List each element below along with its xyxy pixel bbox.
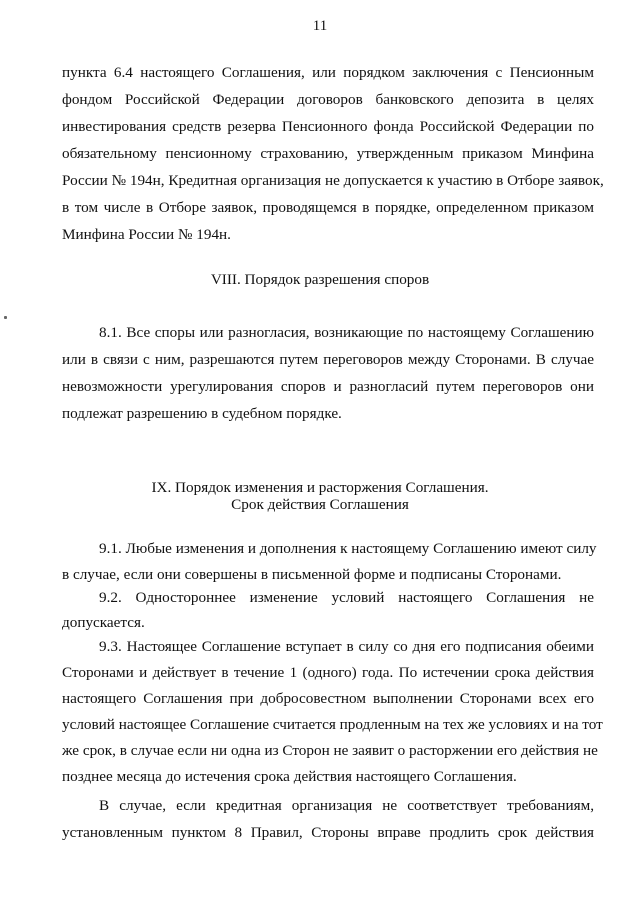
text-line: России № 194н, Кредитная организация не допускается к участию в Отборе заявок, bbox=[62, 172, 604, 189]
page-number: 11 bbox=[312, 18, 328, 34]
text-line: допускается. bbox=[62, 614, 145, 631]
text-line: в том числе в Отборе заявок, проводящемся в порядке, определенном приказом bbox=[62, 199, 594, 216]
text-line: позднее месяца до истечения срока действия настоящего Соглашения. bbox=[62, 768, 517, 785]
text-line: же срок, в случае если ни одна из Сторон не заявит о расторжении его действия не bbox=[62, 742, 598, 759]
text-line: 9.1. Любые изменения и дополнения к настоящему Соглашению имеют силу bbox=[99, 540, 597, 557]
text-line: условий настоящее Соглашение считается продленным на тех же условиях и на тот bbox=[62, 716, 603, 733]
text-line: подлежат разрешению в судебном порядке. bbox=[62, 405, 342, 422]
text-line: установленным пунктом 8 Правил, Стороны вправе продлить срок действия bbox=[62, 824, 594, 841]
text-line: фондом Российской Федерации договоров банковского депозита в целях bbox=[62, 91, 594, 108]
text-line: инвестирования средств резерва Пенсионного фонда Российской Федерации по bbox=[62, 118, 594, 135]
text-line: 9.2. Одностороннее изменение условий настоящего Соглашения не bbox=[99, 589, 594, 606]
text-line: Минфина России № 194н. bbox=[62, 226, 231, 243]
text-line: 9.3. Настоящее Соглашение вступает в силу со дня его подписания обеими bbox=[99, 638, 594, 655]
text-line: пункта 6.4 настоящего Соглашения, или порядком заключения с Пенсионным bbox=[62, 64, 594, 81]
section-9-heading-line1: IX. Порядок изменения и расторжения Соглашения. bbox=[151, 479, 489, 496]
text-line: настоящего Соглашения при добросовестном выполнении Сторонами всех его bbox=[62, 690, 594, 707]
scan-speck bbox=[4, 316, 7, 319]
text-line: невозможности урегулирования споров и разногласий путем переговоров они bbox=[62, 378, 594, 395]
text-line: обязательному пенсионному страхованию, утвержденным приказом Минфина bbox=[62, 145, 594, 162]
text-line: В случае, если кредитная организация не соответствует требованиям, bbox=[99, 797, 594, 814]
section-9-heading-line2: Срок действия Соглашения bbox=[231, 496, 409, 513]
text-line: в случае, если они совершены в письменной форме и подписаны Сторонами. bbox=[62, 566, 562, 583]
section-8-heading: VIII. Порядок разрешения споров bbox=[210, 271, 430, 288]
text-line: или в связи с ним, разрешаются путем переговоров между Сторонами. В случае bbox=[62, 351, 594, 368]
text-line: 8.1. Все споры или разногласия, возникающие по настоящему Соглашению bbox=[99, 324, 594, 341]
text-line: Сторонами и действует в течение 1 (одного) года. По истечении срока действия bbox=[62, 664, 594, 681]
